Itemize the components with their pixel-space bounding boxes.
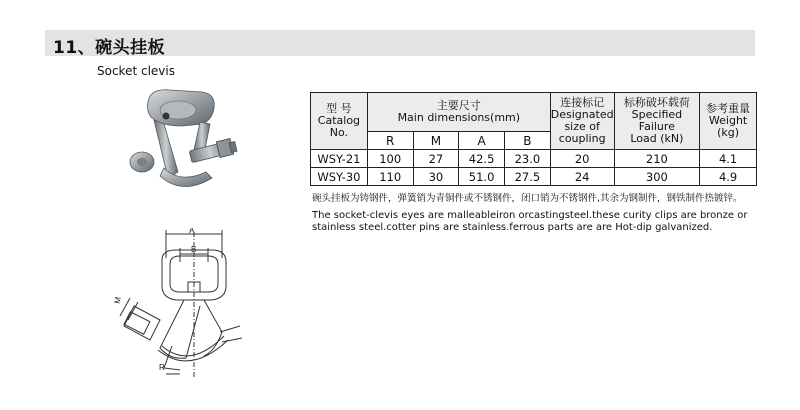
col-header-weight: 参考重量 Weight (kg) (700, 93, 757, 150)
product-photo (120, 84, 260, 204)
cell-coupling: 20 (550, 150, 614, 168)
cell-a: 42.5 (459, 150, 505, 168)
label-b: B (191, 245, 197, 254)
cell-weight: 4.1 (700, 150, 757, 168)
section-title: 11、碗头挂板 (53, 38, 166, 58)
label-m: M (112, 296, 123, 305)
notes (312, 193, 752, 234)
sub-header-m: M (413, 132, 459, 150)
cell-b: 23.0 (505, 150, 551, 168)
note-english: The socket-clevis eyes are malleableiron orcastingsteel.these curity clips are bronze or stainless steel.cotter pins are stainless.ferrous parts are are Hot-dip galvanized. (312, 210, 748, 233)
table-row (311, 150, 757, 168)
spec-table (310, 92, 757, 186)
label-a: A (189, 228, 195, 235)
cell-weight: 4.9 (700, 168, 757, 186)
cell-catalog: WSY-30 (311, 168, 368, 186)
cell-r: 100 (367, 150, 413, 168)
cell-m: 30 (413, 168, 459, 186)
sub-header-r: R (367, 132, 413, 150)
cell-r: 110 (367, 168, 413, 186)
cell-load: 300 (614, 168, 700, 186)
section-header (45, 30, 755, 56)
label-r: R (159, 363, 165, 372)
col-header-coupling: 连接标记 Designated size of coupling (550, 93, 614, 150)
cell-a: 51.0 (459, 168, 505, 186)
cell-coupling: 24 (550, 168, 614, 186)
dimension-drawing (100, 228, 250, 378)
note-chinese: 碗头挂板为铸钢件，弹簧销为青铜件或不锈钢件，闭口销为不锈钢件,其余为钢制件，钢铁制件热镀锌。 (312, 193, 743, 204)
cell-b: 27.5 (505, 168, 551, 186)
col-header-dimensions: 主要尺寸 Main dimensions(mm) (367, 93, 550, 132)
cell-m: 27 (413, 150, 459, 168)
sub-header-a: A (459, 132, 505, 150)
col-header-catalog: 型 号 Catalog No. (311, 93, 368, 150)
table-row (311, 168, 757, 186)
cell-load: 210 (614, 150, 700, 168)
product-subtitle: Socket clevis (97, 64, 175, 78)
col-header-load: 标称破坏载荷 Specified Failure Load (kN) (614, 93, 700, 150)
sub-header-b: B (505, 132, 551, 150)
cell-catalog: WSY-21 (311, 150, 368, 168)
